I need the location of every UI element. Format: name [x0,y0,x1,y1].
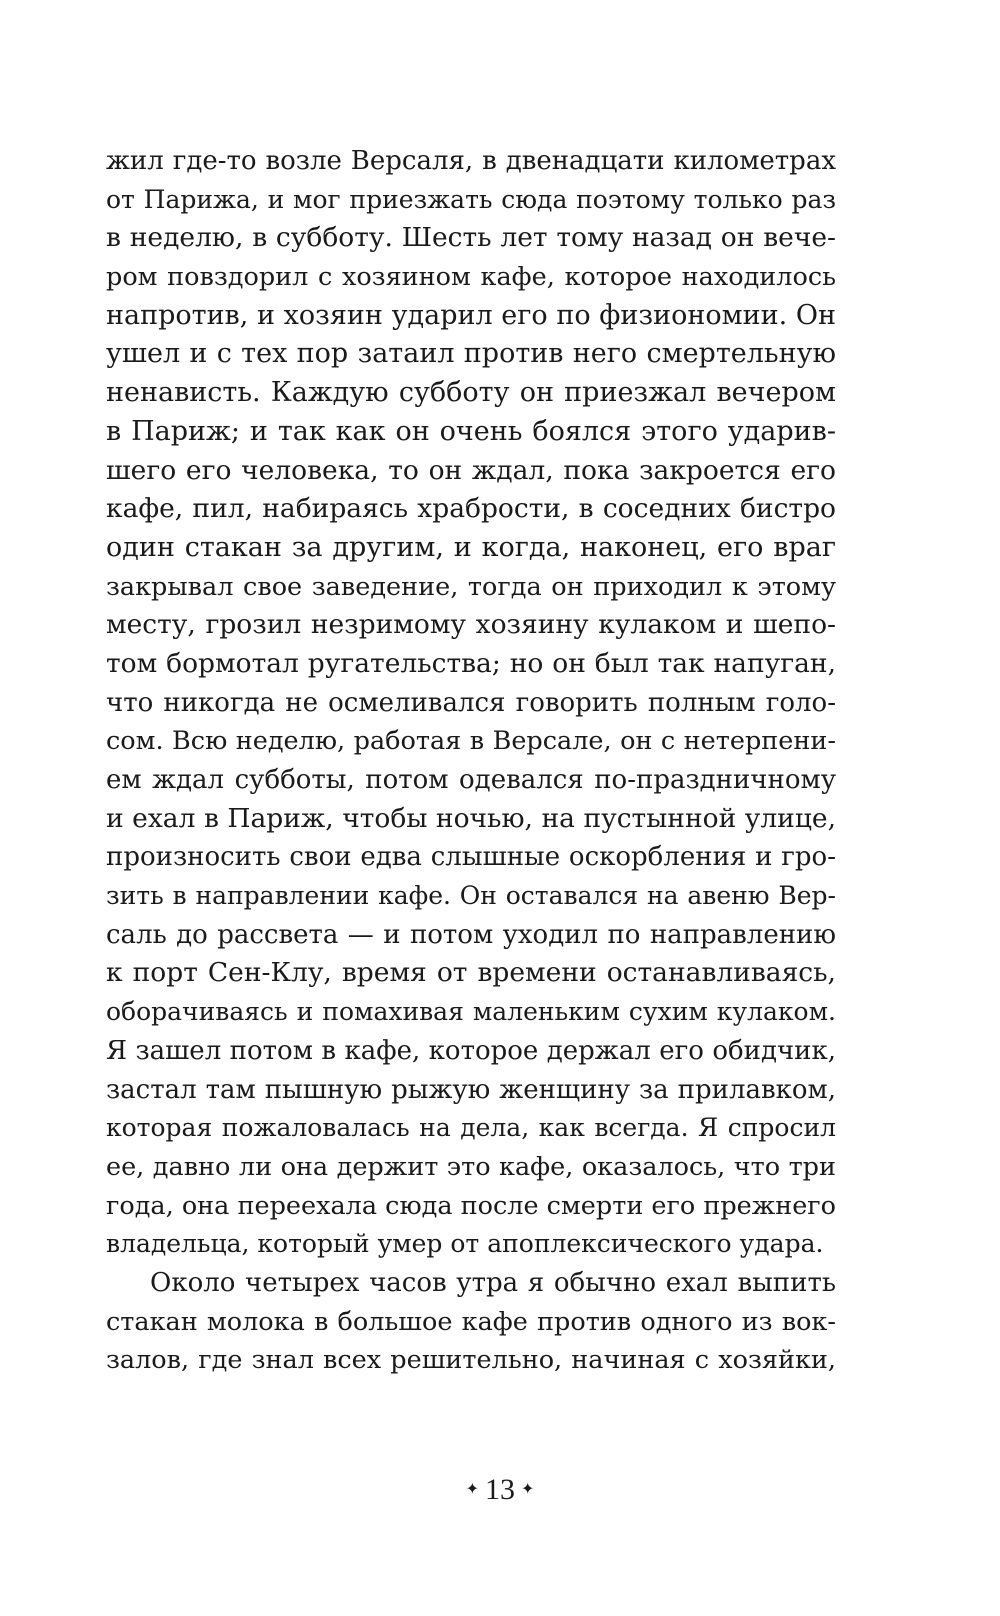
text-line: ром повздорил с хозяином кафе, которое находилось [106,262,836,293]
text-line: которая пожаловалась на дела, как всегда. Я спросил [106,1113,836,1143]
text-line: к порт Сен-Клу, время от времени останавливаясь, [106,957,836,989]
text-line: ее, давно ли она держит это кафе, оказалось, что три [106,1151,836,1182]
text-line: от Парижа, и мог приезжать сюда поэтому только раз [106,184,836,214]
text-line: шего его человека, то он ждал, пока закроется его [106,454,836,486]
text-line: закрывал свое заведение, тогда он приходил к этому [106,571,836,602]
text-line: ненависть. Каждую субботу он приезжал вечером [106,377,836,409]
text-line: произносить свои едва слышные оскорбления и гро- [106,842,836,873]
text-line: владельца, который умер от апоплексического удара. [106,1229,824,1259]
text-line: что никогда не осмеливался говорить полным голо- [106,687,836,718]
text-line: оборачиваясь и помахивая маленьким сухим кулаком. [106,997,836,1027]
text-line: один стакан за другим, и когда, наконец, его враг [106,531,836,563]
ornament-left-icon: ✦ [465,1481,479,1499]
text-line: месту, грозил незримому хозяину кулаком и шепо- [106,609,836,641]
ornament-right-icon: ✦ [521,1481,535,1499]
text-line: Я зашел потом в кафе, которое держал его обидчик, [106,1035,836,1066]
text-line: ушел и с тех пор затаил против него смертельную [106,338,836,370]
text-line: жил где-то возле Версаля, в двенадцати километрах [106,146,836,176]
page-footer [0,1472,1000,1510]
page-number: 13 [485,1473,515,1506]
text-line: кафе, пил, набираясь храбрости, в соседних бистро [106,493,836,525]
text-line: сом. Всю неделю, работая в Версале, он с нетерпени- [106,726,836,757]
text-line: стакан молока в большое кафе против одного из вок- [106,1306,836,1337]
text-line: в неделю, в субботу. Шесть лет тому назад он вече- [106,222,836,254]
text-line: и ехал в Париж, чтобы ночью, на пустынной улице, [106,802,836,834]
text-line: застал там пышную рыжую женщину за прилавком, [106,1074,836,1105]
paragraph-1 [106,142,836,1264]
text-line: том бормотал ругательства; но он был так напуган, [106,647,836,679]
text-line: напротив, и хозяин ударил его по физиономии. Он [106,299,836,331]
text-line: саль до рассвета — и потом уходил по направлению [106,919,836,950]
text-line: года, она переехала сюда после смерти его прежнего [106,1190,836,1221]
text-line: Около четырех часов утра я обычно ехал выпить [150,1267,836,1298]
paragraph-2 [106,1264,836,1380]
text-line: зить в направлении кафе. Он оставался на авеню Вер- [106,881,836,911]
text-line: ем ждал субботы, потом одевался по-праздничному [106,765,836,795]
body-text [106,142,836,1380]
text-line: в Париж; и так как он очень боялся этого ударив- [106,415,836,447]
text-line: залов, где знал всех решительно, начиная с хозяйки, [106,1345,836,1376]
